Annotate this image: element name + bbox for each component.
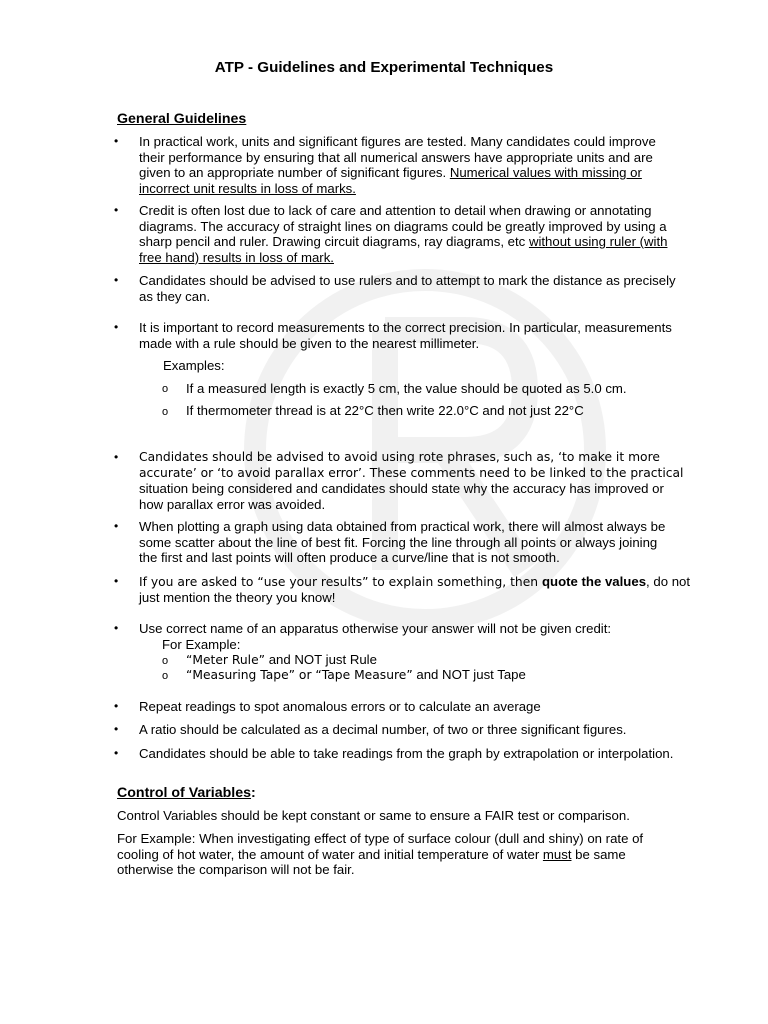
bullet-glyph: •: [114, 519, 119, 533]
bullet-glyph: •: [114, 746, 119, 760]
guideline-apparatus-names: Use correct name of an apparatus otherwise your answer will not be given credit:: [139, 621, 612, 636]
apparatus-example-tape: “Measuring Tape” or “Tape Measure” and NOT just Tape: [186, 667, 526, 682]
guideline-precision: It is important to record measurements to the correct precision. In particular, measurements made with a rule should be given to the nearest millimeter.: [139, 320, 672, 351]
guideline-extrapolation: Candidates should be able to take readings from the graph by extrapolation or interpolation.: [139, 746, 674, 761]
bullet-glyph: •: [114, 699, 119, 713]
for-example-label: For Example:: [162, 637, 241, 652]
bullet-glyph: •: [114, 722, 119, 736]
control-variables-example: For Example: When investigating effect of type of surface colour (dull and shiny) on rate of cooling of hot water, the amount of water and initial temperature of water must be same otherwise the comparison will not be fair.: [117, 831, 644, 878]
sub-bullet-glyph: o: [162, 670, 169, 682]
bullet-glyph: •: [114, 134, 119, 148]
bullet-glyph: •: [114, 320, 119, 334]
guideline-diagrams: Credit is often lost due to lack of care and attention to detail when drawing or annotating diagrams. The accuracy of straight lines on diagrams could be greatly improved by using a sharp pencil and ruler. Drawing circuit diagrams, ray diagrams, etc without using ruler (with free hand) results in loss of mark.: [139, 203, 668, 265]
sub-bullet-glyph: o: [162, 655, 169, 667]
guideline-rulers: Candidates should be advised to use rulers and to attempt to mark the distance as precisely as they can.: [139, 273, 676, 304]
examples-label: Examples:: [163, 358, 225, 373]
bullet-glyph: •: [114, 621, 119, 635]
bullet-glyph: •: [114, 203, 119, 217]
guideline-quote-values: If you are asked to “use your results” to explain something, then quote the values, do not just mention the theory you know!: [139, 574, 691, 605]
sub-bullet-glyph: o: [162, 383, 169, 395]
bullet-glyph: •: [114, 574, 119, 588]
control-of-variables-heading: Control of Variables:: [117, 785, 256, 801]
guideline-repeat-readings: Repeat readings to spot anomalous errors or to calculate an average: [139, 699, 541, 714]
sub-bullet-glyph: o: [162, 406, 169, 418]
page-title: ATP - Guidelines and Experimental Techniques: [214, 59, 554, 76]
apparatus-example-rule: “Meter Rule” and NOT just Rule: [186, 652, 377, 667]
bullet-glyph: •: [114, 450, 119, 464]
general-guidelines-heading: General Guidelines: [117, 111, 247, 127]
example-length: If a measured length is exactly 5 cm, the value should be quoted as 5.0 cm.: [186, 381, 627, 396]
bullet-glyph: •: [114, 273, 119, 287]
guideline-rote-phrases: Candidates should be advised to avoid using rote phrases, such as, ‘to make it more accurate’ or ‘to avoid parallax error’. These comments need to be linked to the practical situation being considered and candidates should state why the accuracy has improved or how parallax error was avoided.: [139, 450, 684, 512]
example-thermometer: If thermometer thread is at 22°C then write 22.0°C and not just 22°C: [186, 403, 584, 418]
guideline-units-sigfigs: In practical work, units and significant figures are tested. Many candidates could improve their performance by ensuring that all numerical answers have appropriate units and are given to an appropriate number of significant figures. Numerical values with missing or incorrect unit results in loss of marks.: [139, 134, 656, 196]
control-variables-definition: Control Variables should be kept constant or same to ensure a FAIR test or comparison.: [117, 808, 630, 823]
guideline-graph-plotting: When plotting a graph using data obtained from practical work, there will almost always be some scatter about the line of best fit. Forcing the line through all points or always joining the first and last points will often produce a curve/line that is not smooth.: [139, 519, 666, 566]
guideline-ratio: A ratio should be calculated as a decimal number, of two or three significant figures.: [139, 722, 627, 737]
